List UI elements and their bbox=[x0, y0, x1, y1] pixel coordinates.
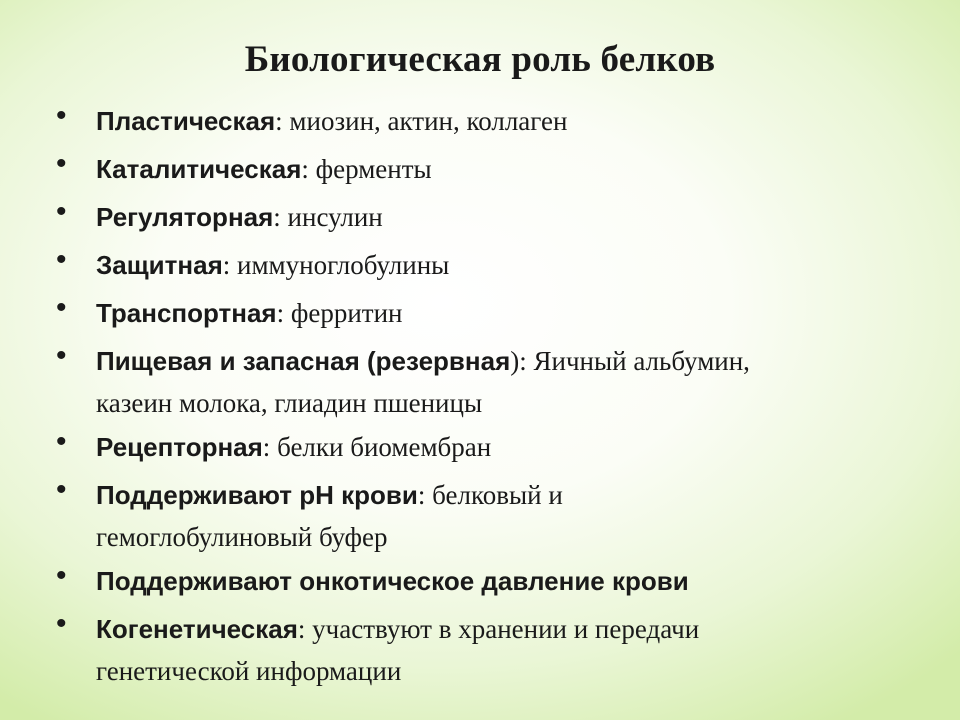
item-description: белковый и bbox=[432, 480, 563, 510]
bullet-icon: • bbox=[56, 291, 67, 324]
item-description: Яичный альбумин, bbox=[533, 346, 750, 376]
slide-title: Биологическая роль белков bbox=[244, 39, 716, 80]
roles-list bbox=[56, 99, 936, 697]
item-description: участвуют в хранении и передачи bbox=[312, 614, 700, 644]
list-item bbox=[56, 291, 936, 336]
item-description-continued: генетической информации bbox=[96, 656, 402, 686]
list-item bbox=[56, 425, 936, 470]
item-separator: : bbox=[222, 250, 238, 280]
list-item bbox=[56, 559, 936, 604]
list-item bbox=[56, 99, 936, 144]
item-term: Защитная bbox=[96, 250, 223, 280]
item-description: ферменты bbox=[315, 154, 432, 184]
item-description-continued: гемоглобулиновый буфер bbox=[96, 522, 388, 552]
item-separator: : bbox=[262, 432, 278, 462]
item-description: ферритин bbox=[290, 298, 403, 328]
item-term: Пластическая bbox=[96, 106, 276, 136]
bullet-icon: • bbox=[56, 147, 67, 180]
item-term: Поддерживают рН крови bbox=[96, 480, 418, 510]
item-description: миозин, актин, коллаген bbox=[289, 106, 568, 136]
item-term: Рецепторная bbox=[96, 432, 263, 462]
item-separator: : bbox=[276, 298, 291, 328]
item-description: белки биомембран bbox=[277, 432, 492, 462]
item-separator: : bbox=[275, 106, 290, 136]
list-item bbox=[56, 195, 936, 240]
item-term: Поддерживают онкотическое давление крови bbox=[96, 566, 689, 596]
bullet-icon: • bbox=[56, 607, 67, 640]
item-term: Каталитическая bbox=[96, 154, 302, 184]
bullet-icon: • bbox=[56, 425, 67, 458]
item-description-continued: казеин молока, глиадин пшеницы bbox=[96, 388, 483, 418]
item-term: Когенетическая bbox=[96, 614, 298, 644]
list-item bbox=[56, 339, 936, 422]
bullet-icon: • bbox=[56, 99, 67, 132]
item-term: Регуляторная bbox=[96, 202, 274, 232]
list-item bbox=[56, 243, 936, 288]
bullet-icon: • bbox=[56, 559, 67, 592]
item-separator: : bbox=[297, 614, 313, 644]
item-separator: : bbox=[273, 202, 288, 232]
list-item bbox=[56, 607, 936, 690]
item-description: инсулин bbox=[287, 202, 383, 232]
bullet-icon: • bbox=[56, 195, 67, 228]
item-separator: ): bbox=[510, 346, 534, 376]
item-description: иммуноглобулины bbox=[237, 250, 450, 280]
item-separator: : bbox=[417, 480, 433, 510]
bullet-icon: • bbox=[56, 339, 67, 372]
bullet-icon: • bbox=[56, 473, 67, 506]
item-term: Пищевая и запасная (резервная bbox=[96, 346, 511, 376]
item-term: Транспортная bbox=[96, 298, 277, 328]
list-item bbox=[56, 473, 936, 556]
bullet-icon: • bbox=[56, 243, 67, 276]
list-item bbox=[56, 147, 936, 192]
item-separator: : bbox=[301, 154, 316, 184]
